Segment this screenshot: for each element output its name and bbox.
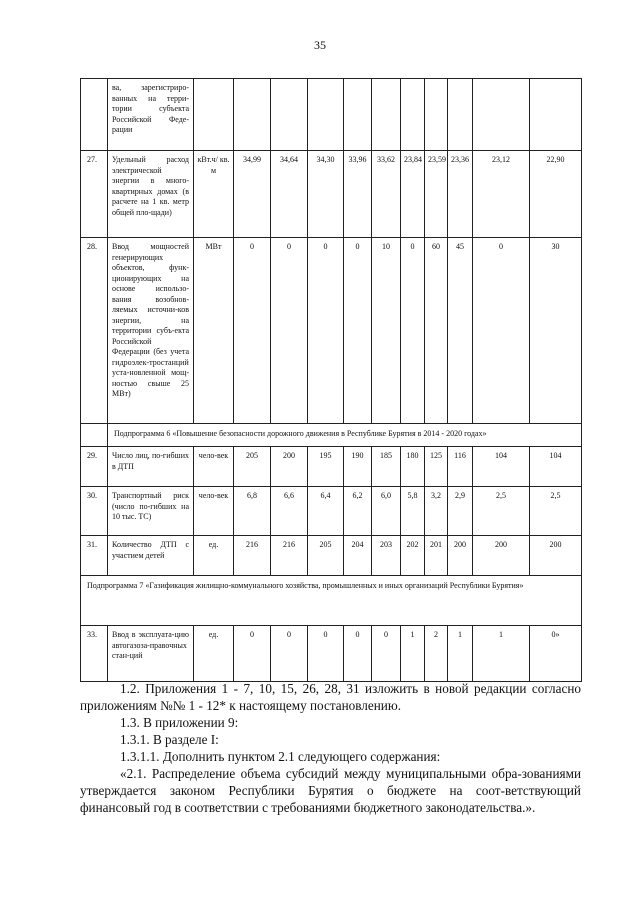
value-cell: 6,4 xyxy=(308,487,344,536)
value-cell xyxy=(425,79,448,151)
value-cell xyxy=(344,79,372,151)
value-cell: 2 xyxy=(425,626,448,682)
subprogram-row xyxy=(81,424,582,447)
value-cell: 201 xyxy=(425,536,448,576)
value-cell: 185 xyxy=(372,447,401,487)
indicator-name-cell: Число лиц, по-гибших в ДТП xyxy=(108,447,194,487)
value-cell: 202 xyxy=(401,536,425,576)
value-cell xyxy=(271,79,308,151)
value-cell: 30 xyxy=(530,238,582,424)
value-cell: 1 xyxy=(448,626,473,682)
value-cell: 204 xyxy=(344,536,372,576)
table-body xyxy=(81,79,582,682)
unit-cell xyxy=(194,79,234,151)
value-cell xyxy=(473,79,530,151)
indicator-name-cell: Ввод мощностей генерирующих объектов, функ-ционирующих на основе использо-вания возобнов-ляемых источни-ков энергии, на территории субъ-екта Российской Федерации (без учета гидроэлек-тростанций уста-новленной мощ-ностью свыше 25 МВт) xyxy=(108,238,194,424)
value-cell: 33,62 xyxy=(372,151,401,238)
unit-cell: чело-век xyxy=(194,487,234,536)
body-text xyxy=(80,680,581,816)
value-cell: 33,96 xyxy=(344,151,372,238)
row-number-cell: 29. xyxy=(81,447,108,487)
subprogram-row xyxy=(81,576,582,626)
paragraph: 1.3.1. В разделе I: xyxy=(120,732,219,747)
paragraph: «2.1. Распределение объема субсидий между муниципальными обра-зованиями утверждается законом Республики Бурятия о бюджете на соот-ветствующий финансовый год в соответствии с требованиями бюджетного законодательства.». xyxy=(80,766,581,815)
value-cell: 0 xyxy=(308,238,344,424)
table-row xyxy=(81,487,582,536)
value-cell: 200 xyxy=(530,536,582,576)
unit-cell: кВт.ч/ кв. м xyxy=(194,151,234,238)
value-cell: 0 xyxy=(271,626,308,682)
value-cell: 205 xyxy=(234,447,271,487)
row-number-cell: 27. xyxy=(81,151,108,238)
value-cell: 200 xyxy=(473,536,530,576)
row-number-cell: 28. xyxy=(81,238,108,424)
table-row xyxy=(81,151,582,238)
indicator-name-cell: Удельный расход электрической энергии в много-квартирных домах (в расчете на 1 кв. метр общей пло-щади) xyxy=(108,151,194,238)
table-row xyxy=(81,447,582,487)
subprogram-title: Подпрограмма 6 «Повышение безопасности дорожного движения в Республике Бурятия в 2014 - 2020 годах» xyxy=(108,424,582,447)
indicators-table xyxy=(80,78,582,682)
value-cell xyxy=(448,79,473,151)
value-cell: 6,0 xyxy=(372,487,401,536)
indicator-name-cell: ва, зарегистриро-ванных на терри-тории субъекта Российской Феде-рации xyxy=(108,79,194,151)
row-number-cell: 33. xyxy=(81,626,108,682)
value-cell: 190 xyxy=(344,447,372,487)
value-cell xyxy=(401,79,425,151)
row-number-cell xyxy=(81,79,108,151)
value-cell: 2,5 xyxy=(473,487,530,536)
value-cell: 23,36 xyxy=(448,151,473,238)
indicator-name-cell: Ввод в эксплуата-цию автогазоза-правочных стан-ций xyxy=(108,626,194,682)
indicator-name-cell: Транспортный риск (число по-гибших на 10 тыс. ТС) xyxy=(108,487,194,536)
value-cell: 125 xyxy=(425,447,448,487)
table-row xyxy=(81,626,582,682)
value-cell: 6,2 xyxy=(344,487,372,536)
value-cell: 216 xyxy=(234,536,271,576)
value-cell xyxy=(234,79,271,151)
indicator-name-cell: Количество ДТП с участием детей xyxy=(108,536,194,576)
value-cell: 200 xyxy=(271,447,308,487)
value-cell: 180 xyxy=(401,447,425,487)
page-number: 35 xyxy=(314,38,326,52)
value-cell: 104 xyxy=(473,447,530,487)
unit-cell: ед. xyxy=(194,536,234,576)
value-cell: 104 xyxy=(530,447,582,487)
value-cell: 116 xyxy=(448,447,473,487)
value-cell: 3,2 xyxy=(425,487,448,536)
value-cell: 0 xyxy=(234,238,271,424)
value-cell: 0 xyxy=(473,238,530,424)
table-row xyxy=(81,536,582,576)
value-cell xyxy=(530,79,582,151)
unit-cell: МВт xyxy=(194,238,234,424)
value-cell: 195 xyxy=(308,447,344,487)
value-cell: 1 xyxy=(473,626,530,682)
value-cell: 23,84 xyxy=(401,151,425,238)
value-cell: 22,90 xyxy=(530,151,582,238)
value-cell: 200 xyxy=(448,536,473,576)
unit-cell: чело-век xyxy=(194,447,234,487)
value-cell: 0 xyxy=(308,626,344,682)
row-number-cell: 31. xyxy=(81,536,108,576)
value-cell: 2,5 xyxy=(530,487,582,536)
value-cell: 6,6 xyxy=(271,487,308,536)
value-cell: 23,59 xyxy=(425,151,448,238)
value-cell: 5,8 xyxy=(401,487,425,536)
value-cell xyxy=(308,79,344,151)
value-cell: 6,8 xyxy=(234,487,271,536)
value-cell: 0 xyxy=(344,626,372,682)
value-cell: 0 xyxy=(271,238,308,424)
paragraph: 1.2. Приложения 1 - 7, 10, 15, 26, 28, 31 изложить в новой редакции согласно приложениям №№ 1 - 12* к настоящему постановлению. xyxy=(80,681,581,713)
value-cell: 0 xyxy=(401,238,425,424)
value-cell: 0 xyxy=(234,626,271,682)
value-cell: 1 xyxy=(401,626,425,682)
value-cell: 23,12 xyxy=(473,151,530,238)
value-cell: 34,99 xyxy=(234,151,271,238)
value-cell: 0» xyxy=(530,626,582,682)
value-cell: 10 xyxy=(372,238,401,424)
table-row xyxy=(81,79,582,151)
value-cell: 216 xyxy=(271,536,308,576)
value-cell: 0 xyxy=(372,626,401,682)
table-row xyxy=(81,238,582,424)
value-cell: 203 xyxy=(372,536,401,576)
paragraph: 1.3.1.1. Дополнить пунктом 2.1 следующего содержания: xyxy=(120,749,441,764)
subprogram-title: Подпрограмма 7 «Газификация жилищно-коммунального хозяйства, промышленных и иных организаций Республики Бурятия» xyxy=(81,576,582,626)
value-cell: 2,9 xyxy=(448,487,473,536)
value-cell: 34,64 xyxy=(271,151,308,238)
paragraph: 1.3. В приложении 9: xyxy=(120,715,239,730)
unit-cell: ед. xyxy=(194,626,234,682)
value-cell: 60 xyxy=(425,238,448,424)
value-cell: 45 xyxy=(448,238,473,424)
row-number-cell: 30. xyxy=(81,487,108,536)
value-cell: 34,30 xyxy=(308,151,344,238)
row-number-cell xyxy=(81,424,108,447)
value-cell: 0 xyxy=(344,238,372,424)
value-cell: 205 xyxy=(308,536,344,576)
value-cell xyxy=(372,79,401,151)
